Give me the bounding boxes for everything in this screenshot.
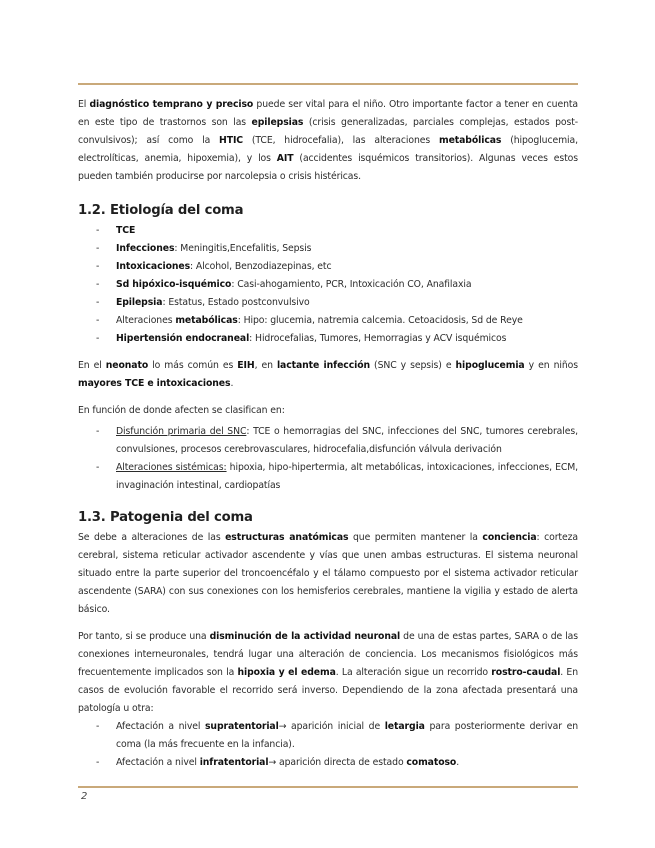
etiology-list xyxy=(78,222,578,348)
classify-intro: En función de donde afecten se clasifican en: xyxy=(78,405,285,416)
intro-paragraph: El diagnóstico temprano y preciso puede ser vital para el niño. Otro importante factor a tener en cuenta en este tipo de trastornos son las epilepsias (crisis generalizadas, parciales complejas, estados post-convulsivos); así como la HTIC (TCE, hidrocefalia), las alteraciones metabólicas (hipoglucemia, electrolíticas, anemia, hipoxemia), y los AIT (accidentes isquémicos transitorios). Algunas veces estos pueden también producirse por narcolepsia o crisis histéricas. xyxy=(78,99,579,182)
header-rule xyxy=(78,83,578,85)
list-item: - Epilepsia: Estatus, Estado postconvulsivo xyxy=(96,297,310,308)
section-heading-patogenia: 1.3. Patogenia del coma xyxy=(78,510,253,525)
age-paragraph: En el neonato lo más común es EIH, en lactante infección (SNC y sepsis) e hipoglucemia y en niños mayores TCE e intoxicaciones. xyxy=(78,360,578,389)
list-item: - Afectación a nivel supratentorial→ aparición inicial de letargia para posteriormente derivar en coma (la más frecuente en la infancia). xyxy=(96,721,578,750)
list-item: - Intoxicaciones: Alcohol, Benzodiazepinas, etc xyxy=(96,261,332,272)
section-heading-etiologia: 1.2. Etiología del coma xyxy=(78,203,244,218)
list-item: - Disfunción primaria del SNC: TCE o hemorragias del SNC, infecciones del SNC, tumores cerebrales, convulsiones, procesos cerebrovasculares, hidrocefalia,disfunción válvula derivación xyxy=(96,426,578,455)
list-item: - Alteraciones sistémicas: hipoxia, hipo-hipertermia, alt metabólicas, intoxicaciones, infecciones, ECM, invaginación intestinal, cardiopatías xyxy=(96,462,579,491)
list-item: - Hipertensión endocraneal: Hidrocefalias, Tumores, Hemorragias y ACV isquémicos xyxy=(96,333,507,344)
anatomy-paragraph: Se debe a alteraciones de las estructuras anatómicas que permiten mantener la conciencia: corteza cerebral, sistema reticular activador ascendente y vías que unen ambas estructuras. El sistema neuronal situado entre la parte superior del troncoencéfalo y el tálamo compuesto por el sistema activador reticular ascendente (SARA) con sus conexiones con los hemisferios cerebrales, mantiene la vigilia y estado de alerta básico. xyxy=(78,532,578,615)
list-item: - Alteraciones metabólicas: Hipo: glucemia, natremia calcemia. Cetoacidosis, Sd de Reye xyxy=(96,315,523,326)
affectation-list xyxy=(78,718,578,772)
list-item: - Sd hipóxico-isquémico: Casi-ahogamiento, PCR, Intoxicación CO, Anafilaxia xyxy=(96,279,472,290)
list-item: - TCE xyxy=(96,225,136,236)
page-number: 2 xyxy=(81,791,88,802)
list-item: - Infecciones: Meningitis,Encefalitis, Sepsis xyxy=(96,243,312,254)
footer-rule xyxy=(78,786,578,788)
page-content xyxy=(78,96,578,772)
mechanism-paragraph: Por tanto, si se produce una disminución de la actividad neuronal de una de estas partes, SARA o de las conexiones interneuronales, tendrá lugar una alteración de conciencia. Los mecanismos fisiológicos más frecuentemente implicados son la hipoxia y el edema. La alteración sigue un recorrido rostro-caudal. En casos de evolución favorable el recorrido será inverso. Dependiendo de la zona afectada presentará una patología u otra: xyxy=(78,631,578,714)
classification-list xyxy=(78,423,578,495)
list-item: - Afectación a nivel infratentorial→ aparición directa de estado comatoso. xyxy=(96,757,460,768)
